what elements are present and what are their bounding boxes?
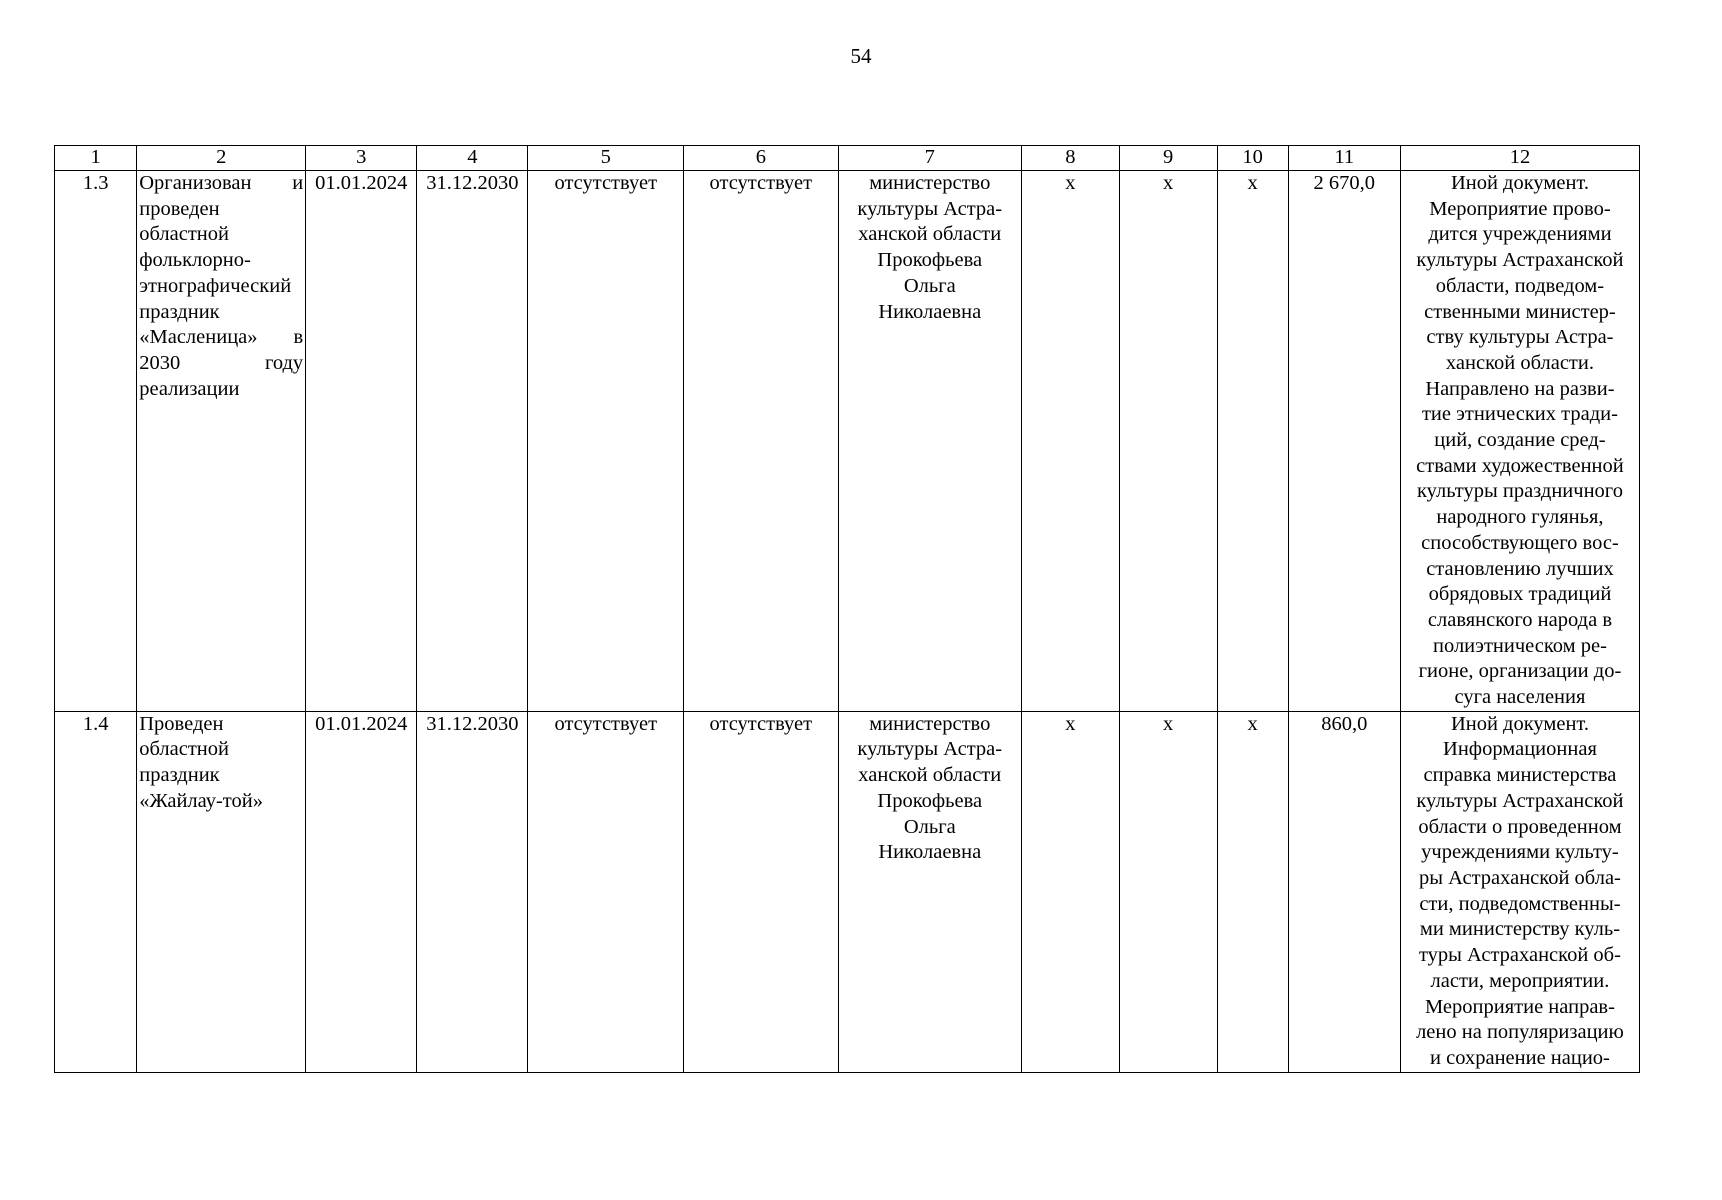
row-number-cell: 1.3 [55,171,137,712]
col6-cell: отсутствует [684,711,838,1072]
amount-cell: 860,0 [1288,711,1400,1072]
header-cell: 12 [1400,146,1639,171]
header-row [55,146,1640,171]
col10-cell: x [1217,171,1288,712]
responsible-cell: министерство культуры Астра- ханской области Прокофьева Ольга Николаевна [838,171,1021,712]
page-number: 54 [850,44,872,68]
amount-cell: 2 670,0 [1288,171,1400,712]
header-cell: 3 [306,146,417,171]
col9-cell: x [1119,711,1217,1072]
end-date-cell: 31.12.2030 [417,171,528,712]
table-row [55,171,1640,712]
header-cell: 9 [1119,146,1217,171]
col10-cell: x [1217,711,1288,1072]
header-cell: 10 [1217,146,1288,171]
header-cell: 2 [137,146,306,171]
header-cell: 8 [1021,146,1119,171]
responsible-cell: министерство культуры Астра- ханской области Прокофьева Ольга Николаевна [838,711,1021,1072]
col5-cell: отсутствует [528,711,684,1072]
end-date-cell: 31.12.2030 [417,711,528,1072]
activities-table [54,145,1640,1073]
event-name-cell: Проведен областной праздник «Жайлау-той» [137,711,306,1072]
header-cell: 4 [417,146,528,171]
table-row [55,711,1640,1072]
col8-cell: x [1021,171,1119,712]
event-name-cell: Организован и проведен областной фольклорно-этнографический праздник «Масленица» в 2030 году реализации [137,171,306,712]
start-date-cell: 01.01.2024 [306,171,417,712]
col5-cell: отсутствует [528,171,684,712]
header-cell: 1 [55,146,137,171]
header-cell: 6 [684,146,838,171]
header-cell: 7 [838,146,1021,171]
col6-cell: отсутствует [684,171,838,712]
row-number-cell: 1.4 [55,711,137,1072]
col9-cell: x [1119,171,1217,712]
header-cell: 11 [1288,146,1400,171]
col8-cell: x [1021,711,1119,1072]
document-cell: Иной документ. Информационная справка министерства культуры Астраханской области о проведенном учреждениями культу- ры Астраханской обла- сти, подведомственны- ми министерству куль- туры Астраханской об- ласти, мероприятии. Мероприятие направ- лено на популяризацию и сохранение нацио- [1400,711,1639,1072]
header-cell: 5 [528,146,684,171]
document-cell: Иной документ. Мероприятие прово- дится учреждениями культуры Астраханской области, подведом- ственными министер- ству культуры Астра- ханской области. Направлено на разви- тие этнических тради- ций, создание сред- ствами художественной культуры праздничного народного гулянья, способствующего вос- становлению лучших обрядовых традиций славянского народа в полиэтническом ре- гионе, организации до- суга населения [1400,171,1639,712]
start-date-cell: 01.01.2024 [306,711,417,1072]
